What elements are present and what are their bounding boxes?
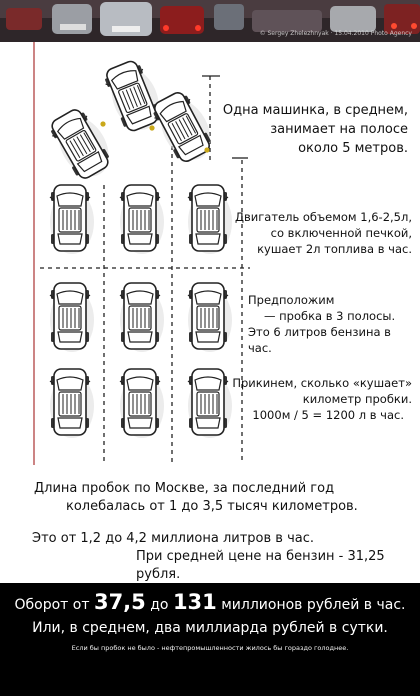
- car-lane-change-2: [46, 103, 119, 185]
- note-car-length-line: занимает на полосе: [270, 122, 408, 137]
- note-lanes-line: Это 6 литров бензина в час.: [248, 325, 391, 355]
- summary-line: Длина пробок по Москве, за последний год: [34, 481, 335, 496]
- note-km-line: километр пробки.: [302, 392, 412, 406]
- turnover-text: Оборот от: [14, 597, 94, 613]
- turnover-text: миллионов рублей в час.: [216, 597, 406, 613]
- turnover-text: до: [145, 597, 173, 613]
- note-km-line: Прикинем, сколько «кушает»: [232, 376, 412, 390]
- footnote: Если бы пробок не было - нефтепромышленности жилось бы гораздо голоднее.: [71, 644, 349, 652]
- summary-line: колебалась от 1 до 3,5 тысяч километров.: [66, 499, 358, 514]
- summary-line: Это от 1,2 до 4,2 миллиона литров в час.: [32, 531, 315, 546]
- photo-credit: © Sergey Zhelezhnyak · 15.04.2010 Photo Agency: [259, 30, 412, 37]
- note-per-kilometer: [232, 375, 412, 423]
- note-lanes-line: — пробка в 3 полосы.: [264, 309, 396, 323]
- note-car-length-line: около 5 метров.: [298, 141, 408, 156]
- summary-jam-lengths: [28, 480, 400, 516]
- turnover-per-day: Или, в среднем, два миллиарда рублей в сутки.: [32, 620, 388, 636]
- note-three-lanes: [248, 292, 412, 356]
- car-row1-right: [188, 185, 232, 254]
- note-lanes-line: Предположим: [248, 293, 335, 307]
- note-engine-line: со включенной печкой,: [270, 226, 412, 240]
- car-row3-left: [50, 369, 94, 438]
- note-km-line: 1000м / 5 = 1200 л в час.: [252, 408, 404, 422]
- turnover-min-value: 37,5: [93, 590, 146, 614]
- note-car-length: [200, 101, 408, 158]
- note-car-length-line: Одна машинка, в среднем,: [222, 103, 408, 118]
- turnover-max-value: 131: [172, 590, 217, 614]
- car-row1-middle: [120, 185, 164, 254]
- car-row3-middle: [120, 369, 164, 438]
- conclusion-band: [0, 583, 420, 696]
- car-lane-change-1: [101, 56, 168, 136]
- note-engine-line: Двигатель объемом 1,6-2,5л,: [235, 210, 412, 224]
- car-row3-right: [188, 369, 232, 438]
- car-row2-right: [188, 283, 232, 352]
- car-row2-left: [50, 283, 94, 352]
- note-engine-line: кушает 2л топлива в час.: [257, 242, 412, 256]
- note-engine-consumption: [228, 209, 412, 257]
- turnover-per-hour: [0, 591, 420, 616]
- car-row2-middle: [120, 283, 164, 352]
- summary-fuel-volume: [28, 530, 400, 584]
- car-row1-left: [50, 185, 94, 254]
- summary-line: При средней цене на бензин - 31,25 рубля.: [136, 549, 385, 582]
